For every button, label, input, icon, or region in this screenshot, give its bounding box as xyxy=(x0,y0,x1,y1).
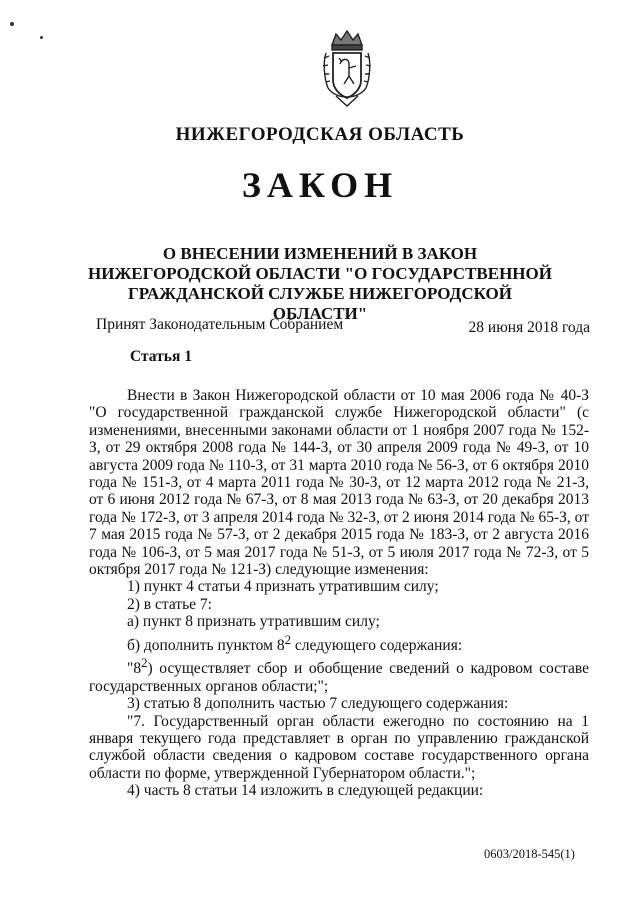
article-heading: Статья 1 xyxy=(130,348,192,365)
law-title: О ВНЕСЕНИИ ИЗМЕНЕНИЙ В ЗАКОН НИЖЕГОРОДСКОЙ ОБЛАСТИ "О ГОСУДАРСТВЕННОЙ ГРАЖДАНСКОЙ СЛУЖБЕ НИЖЕГОРОДСКОЙ ОБЛАСТИ" xyxy=(88,244,552,323)
paragraph-item-8-2-tail: ) осуществляет сбор и обобщение сведений о кадровом составе государственных органов области;"; xyxy=(89,660,589,695)
superscript: 2 xyxy=(284,631,292,647)
paragraph-item-4: 4) часть 8 статьи 14 изложить в следующей редакции: xyxy=(127,782,484,800)
paragraph-part-7: "7. Государственный орган области ежегодно по состоянию на 1 января текущего года представляет в орган по управлению гражданской службой области сведения о кадровом составе государственного органа области по форме, утвержденной Губернатором области."; xyxy=(89,712,589,782)
paragraph-item-1: 1) пункт 4 статьи 4 признать утратившим силу; xyxy=(127,578,439,596)
paragraph-item-2b-text: б) дополнить пунктом 8 xyxy=(127,636,285,654)
coat-of-arms-emblem xyxy=(318,28,376,110)
adoption-text: Принят Законодательным Собранием xyxy=(96,316,344,333)
paragraph-item-3: 3) статью 8 дополнить частью 7 следующего содержания: xyxy=(127,695,509,713)
paragraph-item-2b xyxy=(89,631,589,655)
superscript: 2 xyxy=(141,655,148,671)
paragraph-item-8-2-text: "8 xyxy=(127,660,142,678)
paragraph-item-2b-tail: следующего содержания: xyxy=(291,636,463,654)
paragraph-item-8-2 xyxy=(89,654,589,695)
document-code: 0603/2018-545(1) xyxy=(484,847,575,861)
scan-speck xyxy=(40,36,43,39)
document-type: ЗАКОН xyxy=(241,165,399,205)
adoption-row xyxy=(96,316,590,334)
paragraph-item-2a: а) пункт 8 признать утратившим силу; xyxy=(127,613,380,631)
scan-speck xyxy=(10,22,14,26)
adoption-date: 28 июня 2018 года xyxy=(468,319,590,336)
paragraph-item-2: 2) в статье 7: xyxy=(127,595,212,613)
region-name: НИЖЕГОРОДСКАЯ ОБЛАСТЬ xyxy=(175,124,465,145)
paragraph-intro: Внести в Закон Нижегородской области от 10 мая 2006 года № 40-З "О государственной гражданской службе Нижегородской области" (с изменениями, внесенными законами области от 1 ноября 2007 года № 152-З, от 29 октября 2008 года № 144-З, от 30 апреля 2009 года № 49-З, от 10 августа 2009 года № 110-З, от 31 марта 2010 года № 56-З, от 6 октября 2010 года № 151-З, от 4 марта 2011 года № 30-З, от 12 марта 2012 года № 21-З, от 6 июня 2012 года № 67-З, от 8 мая 2013 года № 63-З, от 20 декабря 2013 года № 172-З, от 3 апреля 2014 года № 32-З, от 2 июня 2014 года № 65-З, от 7 мая 2015 года № 57-З, от 2 декабря 2015 года № 183-З, от 2 августа 2016 года № 106-З, от 5 мая 2017 года № 51-З, от 5 июля 2017 года № 72-З, от 5 октября 2017 года № 121-З) следующие изменения: xyxy=(89,387,589,579)
article-body xyxy=(89,387,589,800)
